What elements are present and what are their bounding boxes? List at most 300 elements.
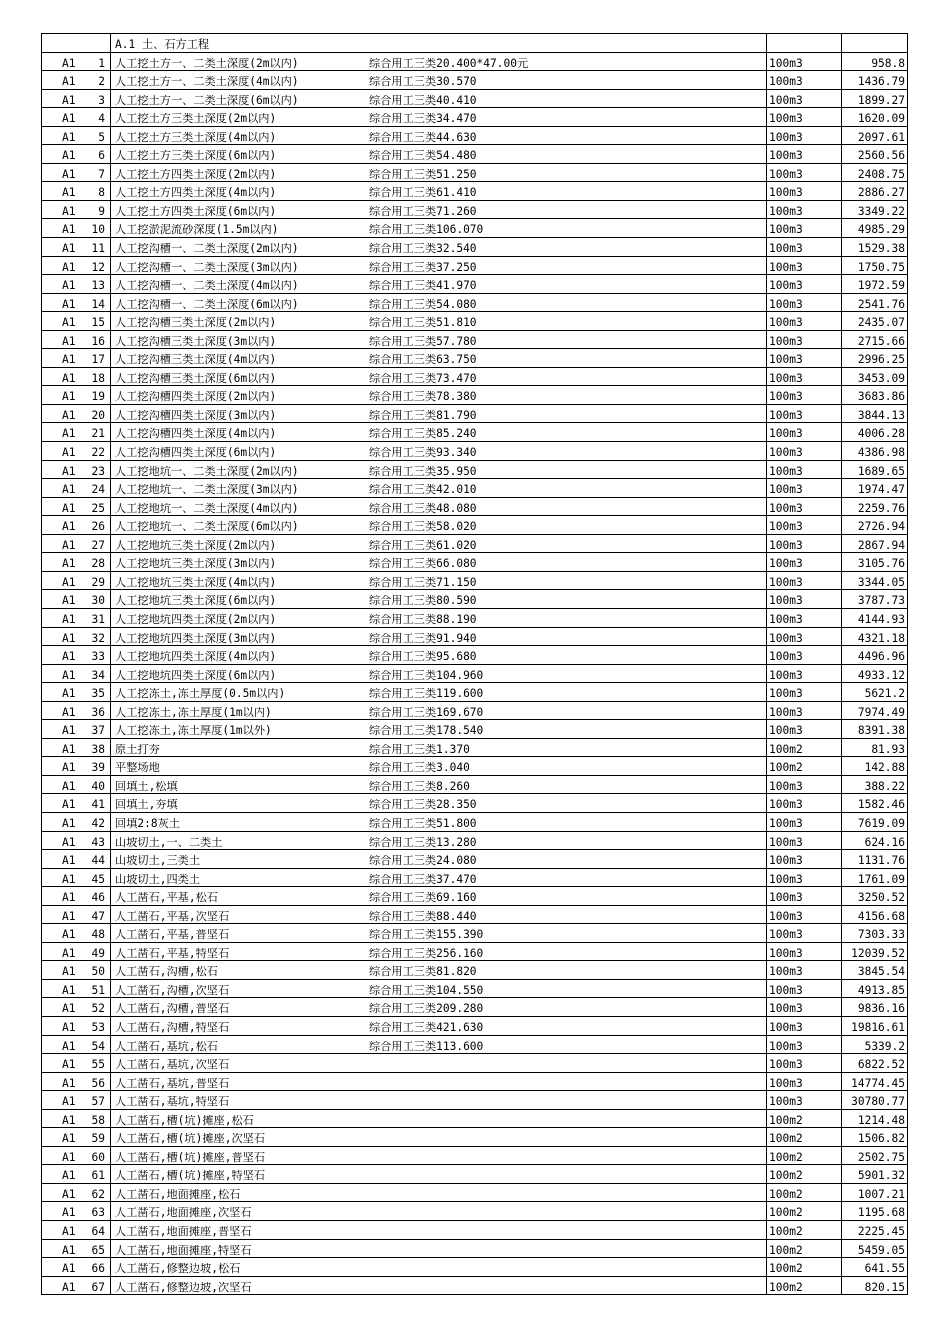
unit-cell <box>767 1110 842 1128</box>
table-row <box>42 1091 908 1110</box>
item-name: 人工挖沟槽三类土深度(2m以内) <box>115 317 277 330</box>
price: 2225.45 <box>857 1225 905 1238</box>
table-row <box>42 998 908 1017</box>
item-name: 人工挖淤泥流砂深度(1.5m以内) <box>115 224 279 237</box>
item-name: 人工挖地坑三类土深度(3m以内) <box>115 558 277 571</box>
table-row <box>42 813 908 832</box>
code-cell <box>42 1258 111 1276</box>
table-row <box>42 238 908 257</box>
chapter-code: A1 <box>62 724 76 738</box>
code-cell <box>42 553 111 571</box>
unit-cell <box>767 182 842 200</box>
chapter-code: A1 <box>62 575 76 589</box>
item-name: 人工凿石,平基,特坚石 <box>115 947 230 960</box>
item-number: 29 <box>91 575 105 589</box>
price-cell <box>842 906 908 924</box>
item-number: 16 <box>91 334 105 348</box>
code-cell <box>42 108 111 126</box>
price: 14774.45 <box>851 1076 905 1090</box>
price: 2867.94 <box>857 538 905 552</box>
table-row <box>42 1184 908 1203</box>
price-cell <box>842 1240 908 1258</box>
labor-detail: 综合用工三类37.250 <box>369 261 477 274</box>
description-cell <box>111 906 767 924</box>
description-cell <box>111 924 767 942</box>
chapter-code: A1 <box>62 891 76 905</box>
price-cell <box>842 275 908 293</box>
item-number: 66 <box>91 1262 105 1276</box>
price: 1582.46 <box>857 798 905 812</box>
description-cell <box>111 794 767 812</box>
chapter-code: A1 <box>62 854 76 868</box>
description-cell <box>111 535 767 553</box>
chapter-code: A1 <box>62 149 76 163</box>
price: 6822.52 <box>857 1058 905 1072</box>
code-cell <box>42 368 111 386</box>
code-cell <box>42 479 111 497</box>
item-name: 人工挖土方一、二类土深度(2m以内) <box>115 57 299 70</box>
table-row <box>42 1110 908 1129</box>
chapter-code: A1 <box>62 353 76 367</box>
quota-table <box>41 33 908 1295</box>
code-cell <box>42 219 111 237</box>
price-cell <box>842 1258 908 1276</box>
price: 1131.76 <box>857 854 905 868</box>
price: 3453.09 <box>857 371 905 385</box>
item-number: 60 <box>91 1150 105 1164</box>
chapter-code: A1 <box>62 1132 76 1146</box>
item-name: 人工挖沟槽一、二类土深度(6m以内) <box>115 298 299 311</box>
chapter-code: A1 <box>62 835 76 849</box>
table-row <box>42 1277 908 1296</box>
code-cell <box>42 832 111 850</box>
labor-detail: 综合用工三类30.570 <box>369 76 477 89</box>
chapter-code: A1 <box>62 1262 76 1276</box>
price-cell <box>842 1036 908 1054</box>
unit-cell <box>767 1128 842 1146</box>
labor-detail <box>369 1245 766 1258</box>
unit: 100m3 <box>769 56 803 70</box>
chapter-code: A1 <box>62 1187 76 1201</box>
unit: 100m3 <box>769 1039 803 1053</box>
price-cell <box>842 683 908 701</box>
price-cell <box>842 1202 908 1220</box>
code-cell <box>42 1110 111 1128</box>
price-cell <box>842 368 908 386</box>
price-cell <box>842 1128 908 1146</box>
labor-detail: 综合用工三类66.080 <box>369 558 477 571</box>
description-cell <box>111 275 767 293</box>
code-cell <box>42 331 111 349</box>
item-number: 23 <box>91 464 105 478</box>
unit-cell <box>767 34 842 52</box>
price: 19816.61 <box>851 1020 905 1034</box>
description-cell <box>111 516 767 534</box>
chapter-code: A1 <box>62 501 76 515</box>
unit-cell <box>767 1165 842 1183</box>
labor-detail: 综合用工三类51.800 <box>369 817 477 830</box>
item-name: 人工挖地坑四类土深度(2m以内) <box>115 613 277 626</box>
item-number: 22 <box>91 446 105 460</box>
section-title: A.1 土、石方工程 <box>115 38 210 51</box>
description-cell <box>111 1110 767 1128</box>
description-cell <box>111 461 767 479</box>
item-number: 48 <box>91 928 105 942</box>
price-cell <box>842 739 908 757</box>
price-cell <box>842 1073 908 1091</box>
unit-cell <box>767 1277 842 1295</box>
item-name: 人工凿石,基坑,普坚石 <box>115 1077 230 1090</box>
chapter-code: A1 <box>62 1225 76 1238</box>
price: 1899.27 <box>857 93 905 107</box>
price: 2435.07 <box>857 316 905 330</box>
unit: 100m3 <box>769 1020 803 1034</box>
item-name: 山坡切土,三类土 <box>115 855 201 868</box>
price-cell <box>842 553 908 571</box>
price-cell <box>842 461 908 479</box>
price: 2996.25 <box>857 353 905 367</box>
chapter-code: A1 <box>62 1002 76 1016</box>
labor-detail: 综合用工三类8.260 <box>369 780 470 793</box>
item-name: 人工挖沟槽一、二类土深度(4m以内) <box>115 280 299 293</box>
description-cell <box>111 869 767 887</box>
description-cell <box>111 331 767 349</box>
item-name: 人工凿石,基坑,松石 <box>115 1040 218 1053</box>
unit-cell <box>767 628 842 646</box>
price-cell <box>842 1091 908 1109</box>
price: 4144.93 <box>857 612 905 626</box>
item-number: 1 <box>98 56 105 70</box>
unit: 100m3 <box>769 149 803 163</box>
code-cell <box>42 127 111 145</box>
price-cell <box>842 980 908 998</box>
price: 9836.16 <box>857 1002 905 1016</box>
price-cell <box>842 1165 908 1183</box>
item-number: 18 <box>91 371 105 385</box>
item-number: 44 <box>91 854 105 868</box>
item-name: 人工凿石,沟槽,次坚石 <box>115 984 230 997</box>
labor-detail: 综合用工三类95.680 <box>369 651 477 664</box>
price-cell <box>842 776 908 794</box>
item-name: 人工挖沟槽三类土深度(4m以内) <box>115 354 277 367</box>
item-number: 31 <box>91 612 105 626</box>
item-number: 25 <box>91 501 105 515</box>
unit-cell <box>767 108 842 126</box>
labor-detail: 综合用工三类93.340 <box>369 447 477 460</box>
table-row <box>42 961 908 980</box>
code-cell <box>42 739 111 757</box>
chapter-code: A1 <box>62 1280 76 1294</box>
chapter-code: A1 <box>62 1020 76 1034</box>
item-number: 52 <box>91 1002 105 1016</box>
price: 4913.85 <box>857 983 905 997</box>
price-cell <box>842 665 908 683</box>
table-body <box>42 53 908 1296</box>
price: 4933.12 <box>857 668 905 682</box>
table-row <box>42 461 908 480</box>
code-cell <box>42 1240 111 1258</box>
code-cell <box>42 1073 111 1091</box>
unit-cell <box>767 646 842 664</box>
description-cell <box>111 998 767 1016</box>
price-cell <box>842 108 908 126</box>
chapter-code: A1 <box>62 557 76 571</box>
price: 7974.49 <box>857 705 905 719</box>
item-number: 30 <box>91 594 105 608</box>
chapter-code: A1 <box>62 761 76 775</box>
item-number: 3 <box>98 93 105 107</box>
description-cell <box>111 164 767 182</box>
price: 4006.28 <box>857 427 905 441</box>
description-cell <box>111 1240 767 1258</box>
price: 3105.76 <box>857 557 905 571</box>
unit: 100m3 <box>769 353 803 367</box>
item-name: 回填2:8灰土 <box>115 817 180 830</box>
item-name: 人工挖沟槽三类土深度(6m以内) <box>115 372 277 385</box>
table-row <box>42 869 908 888</box>
description-cell <box>111 553 767 571</box>
description-cell <box>111 850 767 868</box>
item-name: 人工挖土方三类土深度(2m以内) <box>115 113 277 126</box>
item-name: 人工凿石,平基,普坚石 <box>115 929 230 942</box>
code-cell <box>42 813 111 831</box>
unit: 100m3 <box>769 242 803 256</box>
price-cell <box>842 1110 908 1128</box>
price: 1972.59 <box>857 279 905 293</box>
labor-detail: 综合用工三类85.240 <box>369 428 477 441</box>
description-cell <box>111 498 767 516</box>
table-row <box>42 832 908 851</box>
unit: 100m3 <box>769 334 803 348</box>
item-name: 人工凿石,沟槽,普坚石 <box>115 1003 230 1016</box>
labor-detail: 综合用工三类113.600 <box>369 1040 484 1053</box>
item-name: 人工挖沟槽四类土深度(3m以内) <box>115 409 277 422</box>
unit-cell <box>767 498 842 516</box>
item-number: 53 <box>91 1020 105 1034</box>
price-cell <box>842 516 908 534</box>
unit: 100m2 <box>769 1132 803 1146</box>
chapter-code: A1 <box>62 130 76 144</box>
chapter-code: A1 <box>62 223 76 237</box>
description-cell <box>111 219 767 237</box>
unit: 100m3 <box>769 631 803 645</box>
unit: 100m3 <box>769 650 803 664</box>
chapter-code: A1 <box>62 1095 76 1109</box>
chapter-code: A1 <box>62 1039 76 1053</box>
chapter-code: A1 <box>62 297 76 311</box>
price-cell <box>842 535 908 553</box>
item-name: 人工挖沟槽四类土深度(6m以内) <box>115 447 277 460</box>
description-cell <box>111 386 767 404</box>
unit-cell <box>767 832 842 850</box>
unit: 100m3 <box>769 260 803 274</box>
chapter-code: A1 <box>62 464 76 478</box>
unit: 100m3 <box>769 390 803 404</box>
labor-detail: 综合用工三类1.370 <box>369 743 470 756</box>
labor-detail: 综合用工三类34.470 <box>369 113 477 126</box>
item-number: 26 <box>91 520 105 534</box>
unit: 100m2 <box>769 761 803 775</box>
item-name: 人工凿石,槽(坑)摊座,次坚石 <box>115 1133 266 1146</box>
unit: 100m3 <box>769 93 803 107</box>
labor-detail: 综合用工三类106.070 <box>369 224 484 237</box>
code-cell <box>42 980 111 998</box>
item-number: 58 <box>91 1113 105 1127</box>
table-row <box>42 720 908 739</box>
item-number: 40 <box>91 779 105 793</box>
item-number: 5 <box>98 130 105 144</box>
description-cell <box>111 646 767 664</box>
item-number: 8 <box>98 186 105 200</box>
code-cell <box>42 1165 111 1183</box>
unit-cell <box>767 776 842 794</box>
code-cell <box>42 442 111 460</box>
code-cell <box>42 34 111 52</box>
item-name: 人工凿石,地面摊座,特坚石 <box>115 1244 252 1257</box>
code-cell <box>42 1277 111 1295</box>
table-row <box>42 906 908 925</box>
table-row <box>42 609 908 628</box>
price: 4321.18 <box>857 631 905 645</box>
labor-detail: 综合用工三类51.810 <box>369 317 477 330</box>
description-cell <box>111 1184 767 1202</box>
table-row <box>42 442 908 461</box>
labor-detail: 综合用工三类42.010 <box>369 484 477 497</box>
price-cell <box>842 1147 908 1165</box>
unit-cell <box>767 906 842 924</box>
price: 958.8 <box>871 56 905 70</box>
table-row <box>42 145 908 164</box>
unit-cell <box>767 257 842 275</box>
code-cell <box>42 720 111 738</box>
labor-detail <box>369 1059 766 1072</box>
price: 3844.13 <box>857 408 905 422</box>
table-row <box>42 1147 908 1166</box>
labor-detail: 综合用工三类35.950 <box>369 465 477 478</box>
table-row <box>42 757 908 776</box>
chapter-code: A1 <box>62 983 76 997</box>
description-cell <box>111 609 767 627</box>
labor-detail: 综合用工三类37.470 <box>369 873 477 886</box>
labor-detail: 综合用工三类61.020 <box>369 539 477 552</box>
chapter-code: A1 <box>62 93 76 107</box>
code-cell <box>42 516 111 534</box>
description-cell <box>111 590 767 608</box>
price-cell <box>842 145 908 163</box>
code-cell <box>42 1036 111 1054</box>
labor-detail: 综合用工三类88.190 <box>369 613 477 626</box>
labor-detail <box>369 1078 766 1091</box>
item-name: 人工挖土方四类土深度(2m以内) <box>115 168 277 181</box>
item-name: 人工挖土方三类土深度(4m以内) <box>115 131 277 144</box>
price: 2408.75 <box>857 167 905 181</box>
description-cell <box>111 1277 767 1295</box>
price-cell <box>842 219 908 237</box>
code-cell <box>42 943 111 961</box>
labor-detail <box>369 1170 766 1183</box>
description-cell <box>111 238 767 256</box>
item-number: 34 <box>91 668 105 682</box>
item-name: 人工凿石,基坑,次坚石 <box>115 1059 230 1072</box>
unit-cell <box>767 201 842 219</box>
unit-cell <box>767 572 842 590</box>
description-cell <box>111 1221 767 1239</box>
code-cell <box>42 683 111 701</box>
code-cell <box>42 665 111 683</box>
unit-cell <box>767 164 842 182</box>
labor-detail: 综合用工三类40.410 <box>369 94 477 107</box>
unit-cell <box>767 423 842 441</box>
price-cell <box>842 757 908 775</box>
unit-cell <box>767 813 842 831</box>
price: 2560.56 <box>857 149 905 163</box>
item-name: 人工凿石,地面摊座,松石 <box>115 1188 241 1201</box>
price-cell <box>842 702 908 720</box>
chapter-code: A1 <box>62 1150 76 1164</box>
chapter-code: A1 <box>62 965 76 979</box>
unit: 100m3 <box>769 408 803 422</box>
item-number: 19 <box>91 390 105 404</box>
unit: 100m2 <box>769 1169 803 1183</box>
price: 2541.76 <box>857 297 905 311</box>
description-cell <box>111 1091 767 1109</box>
description-cell <box>111 665 767 683</box>
item-name: 人工挖地坑四类土深度(3m以内) <box>115 632 277 645</box>
code-cell <box>42 1091 111 1109</box>
code-cell <box>42 1017 111 1035</box>
item-number: 21 <box>91 427 105 441</box>
labor-detail: 综合用工三类41.970 <box>369 280 477 293</box>
chapter-code: A1 <box>62 742 76 756</box>
description-cell <box>111 832 767 850</box>
table-row <box>42 1240 908 1259</box>
price-cell <box>842 590 908 608</box>
unit-cell <box>767 794 842 812</box>
description-cell <box>111 423 767 441</box>
unit: 100m3 <box>769 798 803 812</box>
code-cell <box>42 164 111 182</box>
item-number: 33 <box>91 650 105 664</box>
price-cell <box>842 924 908 942</box>
item-name: 人工挖土方四类土深度(4m以内) <box>115 187 277 200</box>
price-cell <box>842 90 908 108</box>
unit: 100m2 <box>769 1262 803 1276</box>
unit: 100m3 <box>769 965 803 979</box>
labor-detail: 综合用工三类178.540 <box>369 725 484 738</box>
description-cell <box>111 442 767 460</box>
price-cell <box>842 813 908 831</box>
price: 2502.75 <box>857 1150 905 1164</box>
price-cell <box>842 423 908 441</box>
item-name: 人工凿石,槽(坑)摊座,松石 <box>115 1114 254 1127</box>
item-name: 人工挖沟槽四类土深度(4m以内) <box>115 428 277 441</box>
unit-cell <box>767 590 842 608</box>
price-cell <box>842 312 908 330</box>
labor-detail: 综合用工三类3.040 <box>369 762 470 775</box>
price: 7619.09 <box>857 816 905 830</box>
table-row <box>42 850 908 869</box>
unit: 100m3 <box>769 928 803 942</box>
price-cell <box>842 628 908 646</box>
item-number: 9 <box>98 204 105 218</box>
price: 2259.76 <box>857 501 905 515</box>
code-cell <box>42 1147 111 1165</box>
code-cell <box>42 1128 111 1146</box>
price-cell <box>842 71 908 89</box>
item-name: 人工挖地坑一、二类土深度(4m以内) <box>115 502 299 515</box>
item-name: 人工凿石,平基,次坚石 <box>115 910 230 923</box>
item-name: 人工挖沟槽一、二类土深度(2m以内) <box>115 243 299 256</box>
